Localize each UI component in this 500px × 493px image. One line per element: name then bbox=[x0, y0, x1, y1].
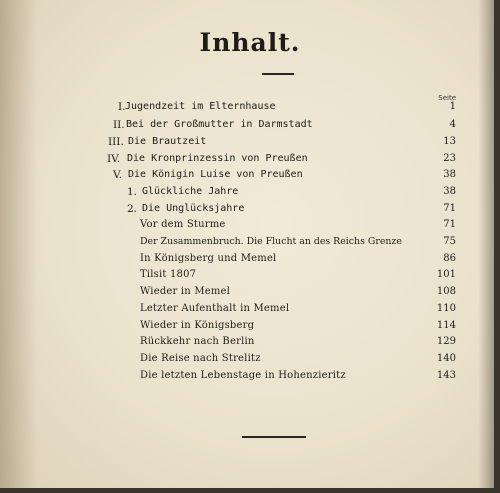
toc-entry-page: 38 bbox=[443, 186, 456, 197]
toc-entry-label: Die Kronprinzessin von Preußen bbox=[127, 153, 308, 164]
toc-entry-label: Glückliche Jahre bbox=[142, 186, 239, 197]
toc-entry-page: 4 bbox=[449, 119, 456, 130]
toc-entry-label: Die letzten Lebenstage in Hohenzieritz bbox=[140, 370, 346, 381]
toc-entry-page: 71 bbox=[443, 203, 456, 214]
toc-entry-number: II. bbox=[113, 119, 125, 131]
toc-entry[interactable] bbox=[0, 101, 500, 119]
toc-entry-page: 1 bbox=[449, 101, 456, 112]
toc-entry[interactable] bbox=[0, 370, 500, 388]
toc-entry-page: 13 bbox=[443, 136, 456, 147]
toc-entry-number: 2. bbox=[127, 203, 138, 215]
toc-entry-page: 75 bbox=[443, 236, 456, 247]
toc-entry-page: 114 bbox=[436, 320, 456, 331]
toc-entry-page: 143 bbox=[436, 370, 456, 381]
toc-entry[interactable] bbox=[0, 119, 500, 137]
toc-entry[interactable] bbox=[0, 353, 500, 371]
closing-rule bbox=[242, 436, 306, 438]
toc-entry-label: Der Zusammenbruch. Die Flucht an des Reichs Grenze bbox=[140, 236, 402, 247]
toc-entry-label: Jugendzeit im Elternhause bbox=[125, 101, 276, 112]
toc-entry-page: 110 bbox=[436, 303, 456, 314]
toc-entry[interactable] bbox=[0, 136, 500, 154]
toc-entry-page: 129 bbox=[436, 336, 456, 347]
toc-entry[interactable] bbox=[0, 186, 500, 204]
toc-entry-label: Die Brautzeit bbox=[128, 136, 207, 147]
page-title: Inhalt. bbox=[199, 28, 301, 57]
toc-entry-label: Tilsit 1807 bbox=[140, 269, 197, 280]
toc-entry-page: 38 bbox=[443, 169, 456, 180]
toc-entry-label: Wieder in Königsberg bbox=[140, 320, 255, 331]
toc-entry-page: 140 bbox=[436, 353, 456, 364]
toc-entry-page: 23 bbox=[443, 153, 456, 164]
toc-entry-number: 1. bbox=[127, 186, 138, 198]
toc-entry[interactable] bbox=[0, 303, 500, 321]
toc-entry[interactable] bbox=[0, 336, 500, 354]
toc-entry-page: 86 bbox=[443, 253, 456, 264]
toc-entry-number: III. bbox=[108, 136, 124, 148]
toc-entry[interactable] bbox=[0, 286, 500, 304]
toc-entry-label: Die Unglücksjahre bbox=[142, 203, 245, 214]
toc-entry[interactable] bbox=[0, 219, 500, 237]
toc-entry-number: I. bbox=[118, 101, 126, 113]
toc-entry-label: Die Königin Luise von Preußen bbox=[128, 169, 303, 180]
toc-entry-label: Rückkehr nach Berlin bbox=[140, 336, 255, 347]
toc-entry-label: Vor dem Sturme bbox=[140, 219, 226, 230]
toc-entry-label: Wieder in Memel bbox=[140, 286, 231, 297]
toc-entry-page: 108 bbox=[436, 286, 456, 297]
toc-entry[interactable] bbox=[0, 269, 500, 287]
toc-entry-label: Bei der Großmutter in Darmstadt bbox=[126, 119, 313, 130]
toc-entry-number: IV. bbox=[107, 153, 121, 165]
toc-entry-page: 101 bbox=[436, 269, 456, 280]
toc-entry-label: Die Reise nach Strelitz bbox=[140, 353, 261, 364]
toc-entry[interactable] bbox=[0, 236, 500, 254]
toc-entry-label: Letzter Aufenthalt in Memel bbox=[140, 303, 290, 314]
toc-entry[interactable] bbox=[0, 169, 500, 187]
toc-entry-label: In Königsberg und Memel bbox=[140, 253, 277, 264]
page-column-header: Seite bbox=[438, 94, 456, 102]
toc-entry-number: V. bbox=[113, 169, 123, 181]
toc-entry-page: 71 bbox=[443, 219, 456, 230]
